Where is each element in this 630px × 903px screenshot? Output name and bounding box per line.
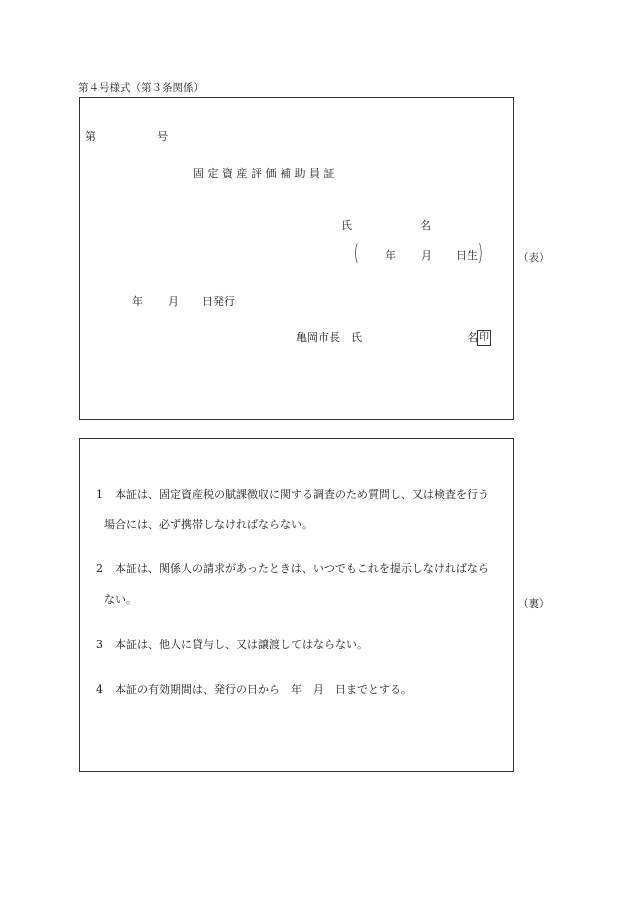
birth-month: 月 bbox=[421, 249, 432, 262]
issue-year: 年 bbox=[132, 295, 143, 308]
name-label-1: 氏 bbox=[341, 219, 352, 232]
birth-close-paren: ) bbox=[477, 241, 483, 266]
number-suffix: 号 bbox=[157, 130, 168, 143]
note-1-number: 1 bbox=[96, 488, 103, 501]
seal-box: 印 bbox=[477, 330, 491, 346]
card-title: 固 定 資 産 評 価 補 助 員 証 bbox=[193, 167, 335, 180]
birth-day: 日生 bbox=[456, 249, 478, 262]
birth-open-paren: ( bbox=[353, 241, 359, 266]
back-card bbox=[79, 438, 514, 772]
form-label: 第４号様式（第３条関係） bbox=[78, 82, 204, 94]
number-prefix: 第 bbox=[85, 130, 96, 143]
front-side-label: （表） bbox=[518, 252, 550, 264]
note-4-number: 4 bbox=[96, 683, 103, 696]
issue-month: 月 bbox=[168, 295, 179, 308]
note-1-line-1: 本証は、固定資産税の賦課徴収に関する調査のため質問し、又は検査を行う bbox=[115, 488, 489, 501]
note-2-number: 2 bbox=[96, 562, 103, 575]
note-4-line-1: 本証の有効期間は、発行の日から 年 月 日までとする。 bbox=[115, 683, 412, 696]
issuer-name-suffix: 名 bbox=[467, 331, 478, 344]
name-label-2: 名 bbox=[420, 219, 431, 232]
note-2-line-2: ない。 bbox=[104, 593, 137, 606]
back-side-label: （裏） bbox=[518, 598, 550, 610]
front-card bbox=[79, 97, 514, 420]
note-3-number: 3 bbox=[96, 638, 103, 651]
note-2-line-1: 本証は、関係人の請求があったときは、いつでもこれを提示しなければなら bbox=[115, 562, 489, 575]
note-1-line-2: 場合には、必ず携帯しなければならない。 bbox=[104, 518, 313, 531]
birth-year: 年 bbox=[385, 249, 396, 262]
note-3-line-1: 本証は、他人に貸与し、又は譲渡してはならない。 bbox=[115, 638, 368, 651]
issue-day: 日発行 bbox=[202, 295, 235, 308]
issuer: 亀岡市長 氏 bbox=[296, 331, 362, 344]
